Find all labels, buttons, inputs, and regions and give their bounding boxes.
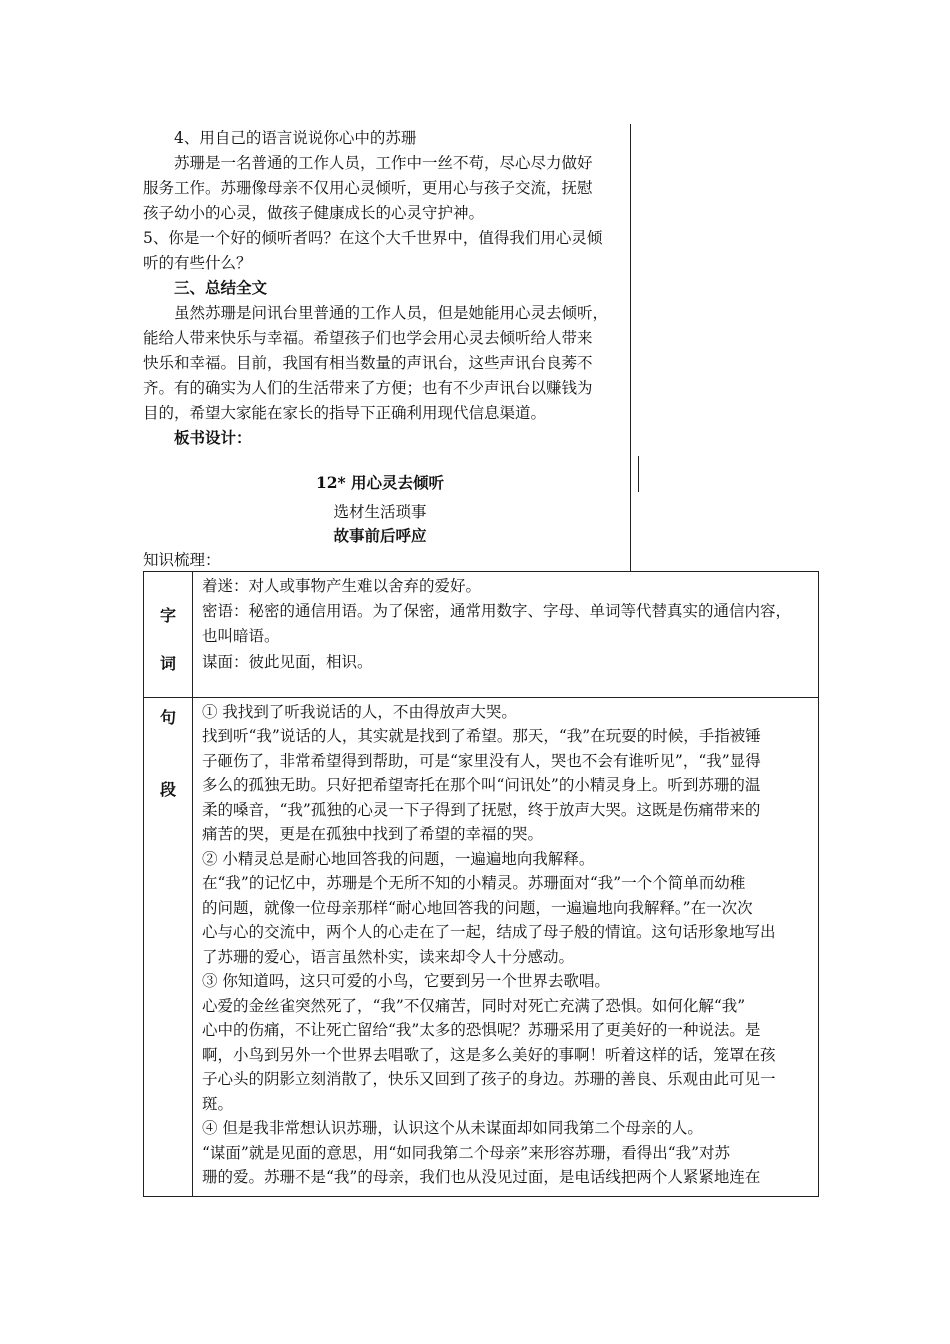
sentence-line: 了苏珊的爱心，语言虽然朴实，读来却令人十分感动。 xyxy=(202,948,575,966)
sentence-line: 啊，小鸟到另外一个世界去唱歌了，这是多么美好的事啊！听着这样的话，笼罩在孩 xyxy=(202,1046,776,1064)
word-entry: 也叫暗语。 xyxy=(202,627,280,645)
sentence-line: 在“我”的记忆中，苏珊是个无所不知的小精灵。苏珊面对“我”一个个简单而幼稚 xyxy=(202,874,746,892)
sentence-line: ④ 但是我非常想认识苏珊，认识这个从未谋面却如同我第二个母亲的人。 xyxy=(202,1119,703,1137)
paragraph-line: 孩子幼小的心灵，做孩子健康成长的心灵守护神。 xyxy=(143,204,485,222)
sentence-line: ② 小精灵总是耐心地回答我的问题，一遍遍地向我解释。 xyxy=(202,850,595,868)
sentence-line: 多么的孤独无助。只好把希望寄托在那个叫“问讯处”的小精灵身上。听到苏珊的温 xyxy=(202,776,761,794)
board-design-label: 板书设计： xyxy=(174,428,252,447)
sentence-line: 心与心的交流中，两个人的心走在了一起，结成了母子般的情谊。这句话形象地写出 xyxy=(202,923,776,941)
paragraph-line: 服务工作。苏珊像母亲不仅用心灵倾听，更用心与孩子交流，抚慰 xyxy=(143,179,593,197)
sentence-line: 的问题，就像一位母亲那样“耐心地回答我的问题，一遍遍地向我解释。”在一次次 xyxy=(202,899,753,917)
board-line-1: 选材生活琐事 xyxy=(333,503,427,521)
knowledge-label: 知识梳理： xyxy=(143,551,221,569)
sentence-line: 找到听“我”说话的人，其实就是找到了希望。那天，“我”在玩耍的时候，手指被锤 xyxy=(202,727,761,745)
sentence-line: ③ 你知道吗，这只可爱的小鸟，它要到另一个世界去歌唱。 xyxy=(202,972,610,990)
question-5-cont: 听的有些什么？ xyxy=(143,254,252,272)
summary-line: 虽然苏珊是问讯台里普通的工作人员，但是她能用心灵去倾听， xyxy=(174,304,609,322)
word-entry: 密语：秘密的通信用语。为了保密，通常用数字、字母、单词等代替真实的通信内容， xyxy=(202,602,792,620)
sentences-header-2: 段 xyxy=(159,780,176,799)
column-divider xyxy=(192,572,193,1196)
words-header-1: 字 xyxy=(159,606,176,625)
summary-line: 目的，希望大家能在家长的指导下正确利用现代信息渠道。 xyxy=(143,404,547,422)
board-line-2: 故事前后呼应 xyxy=(333,526,427,545)
sentence-line: 斑。 xyxy=(202,1095,234,1113)
sentence-line: 子砸伤了，非常希望得到帮助，可是“家里没有人，哭也不会有谁听见”，“我”显得 xyxy=(202,752,761,770)
board-title: 12* 用心灵去倾听 xyxy=(315,473,445,492)
vertical-rule-short xyxy=(638,456,639,492)
summary-line: 快乐和幸福。目前，我国有相当数量的声讯台，这些声讯台良莠不 xyxy=(143,354,593,372)
sentence-line: 柔的嗓音，“我”孤独的心灵一下子得到了抚慰，终于放声大哭。这既是伤痛带来的 xyxy=(202,801,761,819)
sentence-line: 珊的爱。苏珊不是“我”的母亲，我们也从没见过面，是电话线把两个人紧紧地连在 xyxy=(202,1168,761,1186)
section-heading: 三、总结全文 xyxy=(174,278,268,297)
knowledge-table xyxy=(143,571,819,1197)
sentences-header-1: 句 xyxy=(159,708,176,727)
word-entry: 谋面：彼此见面，相识。 xyxy=(202,653,373,671)
question-5: 5、你是一个好的倾听者吗？在这个大千世界中，值得我们用心灵倾 xyxy=(143,229,603,247)
sentence-line: “谋面”就是见面的意思，用“如同我第二个母亲”来形容苏珊，看得出“我”对苏 xyxy=(202,1144,731,1162)
summary-line: 能给人带来快乐与幸福。希望孩子们也学会用心灵去倾听给人带来 xyxy=(143,329,593,347)
word-entry: 着迷：对人或事物产生难以舍弃的爱好。 xyxy=(202,577,482,595)
question-4: 4、用自己的语言说说你心中的苏珊 xyxy=(174,129,417,147)
sentence-line: 子心头的阴影立刻消散了，快乐又回到了孩子的身边。苏珊的善良、乐观由此可见一 xyxy=(202,1070,776,1088)
row-divider xyxy=(144,697,818,698)
summary-line: 齐。有的确实为人们的生活带来了方便；也有不少声讯台以赚钱为 xyxy=(143,379,593,397)
vertical-rule xyxy=(630,124,631,572)
sentence-line: ① 我找到了听我说话的人，不由得放声大哭。 xyxy=(202,703,517,721)
paragraph-line: 苏珊是一名普通的工作人员，工作中一丝不苟，尽心尽力做好 xyxy=(174,154,593,172)
words-header-2: 词 xyxy=(159,654,176,673)
sentence-line: 心中的伤痛，不让死亡留给“我”太多的恐惧呢？苏珊采用了更美好的一种说法。是 xyxy=(202,1021,761,1039)
sentence-line: 心爱的金丝雀突然死了，“我”不仅痛苦，同时对死亡充满了恐惧。如何化解“我” xyxy=(202,997,746,1015)
sentence-line: 痛苦的哭，更是在孤独中找到了希望的幸福的哭。 xyxy=(202,825,544,843)
